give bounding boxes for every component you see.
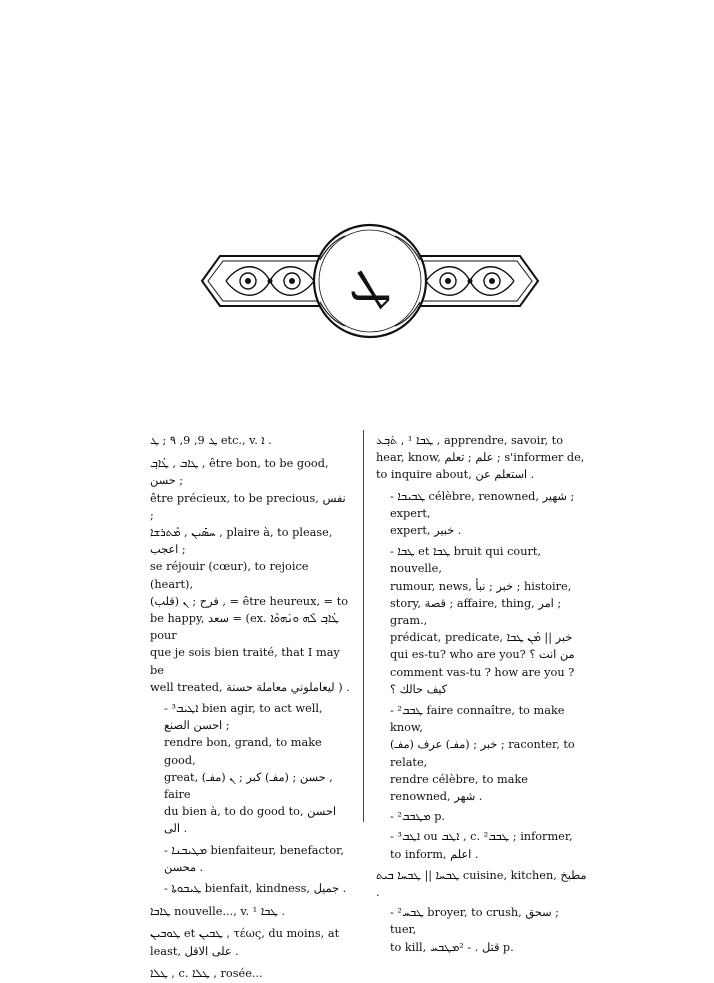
- entry-inform: - ³ܐܛܒ ou ܐܛܒ , c. ²ܛܒܒ ; informer, to inform, اعلم .: [390, 830, 573, 861]
- header-letter: ܛ: [348, 250, 392, 313]
- entry-cross-reference: ܛ 9, 9, ٩ ; ܛ etc., v. ܐ .: [150, 434, 272, 447]
- entry-dew: ܛܠܐ , c. ܛܠܐ , rosée...: [150, 966, 263, 980]
- entry-crush: - ²ܛܒܚ broyer, to crush, سحق ; tuer, to kill, قتل . - ²ܡܛܒܚ p.: [390, 906, 559, 954]
- entry-tab-good: ܛܐܒ , ܛܳܐܒ݂ , être bon, to be good, حسن ; être précieux, to be precious, نفس ; ܚܣܺܝܢ , ܡܶܬܪܫܐ , plaire à, to please, اعجب ; se réjouir (cœur), to rejoice (heart), (قلب) فرح ; ܢ , = être heureux, = to be happy, سعد = (ex. ܛܳܐܒ݂ ܠܶܗ ܘܢܰܗܘܶܐ pour que je sois bien traité, that I may be well treated, ليعاملوني معاملة حسنة ) .: [150, 457, 350, 694]
- right-column: [376, 432, 588, 957]
- entry-news: ܛܐܒܐ nouvelle..., v. ܛܒܐ ¹ .: [150, 905, 286, 919]
- entry-at-least: ܛܘܒܝܢ et ܛܒܝܢ , τέως, du moins, at least, على الاقل .: [150, 927, 340, 958]
- ornamental-header-band: [190, 222, 550, 340]
- entry-kitchen: ܛܒܚܐ || ܛܒܚܐ ܒܝܬ cuisine, kitchen, مطبخ .: [376, 868, 587, 900]
- entry-kindness: - ܛܝܒܘܬܐ bienfait, kindness, جميل .: [164, 882, 347, 896]
- column-divider: [363, 430, 364, 822]
- left-column: [150, 432, 350, 983]
- entry-renowned: - ܛܒܝܒܐ célèbre, renowned, شهير ; expert, expert, خبير .: [390, 489, 575, 538]
- entry-benefactor: - ܡܛܝܒܢܐ bienfaiteur, benefactor, محسن .: [164, 843, 344, 874]
- entry-make-known: - ²ܛܒܒ faire connaître, to make know, (مفـ) خبر ; (مفـ) عرف ; raconter, to relate, rendre célèbre, to make renowned, شهر .: [390, 704, 575, 804]
- entry-act-well: - ³ܐܛܝܒ bien agir, to act well, احسن الصنع ; rendre bon, grand, to make good, great, (مفـ) حسن ; (مفـ) كبر ; ܢ , faire du bien à, to do good to, احسن الى .: [164, 702, 336, 836]
- entry-learn: ܛܒܐ ¹ , ܬܰܒ݂ܥ , apprendre, savoir, to hear, know, علم ; تعلم ; s'informer de, to inquire about, استعلم عن .: [376, 434, 585, 482]
- entry-rumour: - ܛܒܐ et ܛܒܐ bruit qui court, nouvelle, rumour, news, خبر ; نبأ ; histoire, story, قصة ; affaire, thing, امر ; gram., prédicat, predicate, خبر || ܡܳܢ ܛܒܐ qui es-tu? who are you? من انت ؟ comment vas-tu ? how are you ? كيف حالك ؟: [390, 545, 575, 696]
- entry-passive: - ²ܡܛܒܒ p.: [390, 810, 446, 824]
